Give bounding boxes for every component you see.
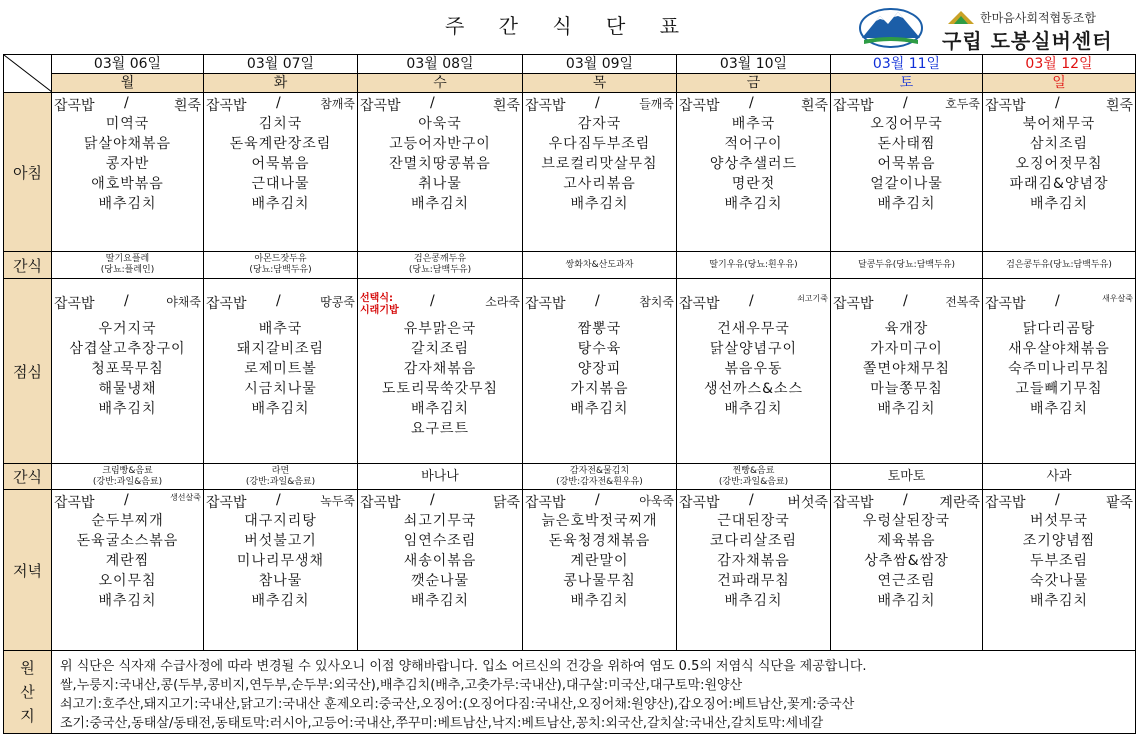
- center-name: 구립 도봉실버센터: [942, 29, 1113, 53]
- menu-item: 요구르트: [410, 421, 470, 437]
- menu-item: 고사리볶음: [563, 176, 636, 192]
- menu-item: 배추김치: [1029, 593, 1089, 609]
- organization-name: 한마음사회적협동조합: [980, 11, 1096, 25]
- date-row: [4, 55, 1136, 74]
- rice-text: 잡곡밥: [833, 98, 874, 114]
- snack-cell: 딸기우유(당뇨:흰우유): [677, 252, 831, 279]
- menu-item: 배추김치: [877, 401, 936, 417]
- rice-text: 잡곡밥: [360, 98, 401, 114]
- origin-label: 원 산 지: [4, 651, 52, 734]
- porridge-text: 소라죽: [485, 295, 520, 309]
- menu-item: 고들빼기무침: [1015, 381, 1103, 397]
- menu-item: 코다리살조림: [709, 533, 798, 549]
- menu-item: 계란찜: [105, 553, 150, 569]
- separator: /: [1055, 492, 1060, 508]
- porridge-text: 닭죽: [492, 495, 520, 511]
- porridge-text: 쇠고기죽: [797, 294, 828, 303]
- separator: /: [595, 293, 600, 309]
- date-cell: 03월 07일: [204, 55, 358, 74]
- notice-line: 조기:중국산,동태살/동태전,동태토막:러시아,고등어:국내산,쭈꾸미:베트남산,낙지:베트남산,꽁치:외국산,갈치살:국내산,갈치토막:세네갈: [60, 716, 824, 731]
- menu-item: 조기양념찜: [1022, 533, 1096, 549]
- menu-item: 배추김치: [98, 593, 157, 609]
- menu-item: 미역국: [105, 116, 150, 132]
- menu-item: 오징어무국: [870, 116, 943, 132]
- separator: /: [595, 95, 600, 111]
- separator: /: [903, 293, 908, 309]
- menu-item: 어묵볶음: [251, 156, 310, 172]
- date-cell: 03월 10일: [677, 55, 831, 74]
- menu-item: 미나리무생채: [236, 553, 325, 569]
- menu-item: 배추김치: [877, 196, 936, 212]
- porridge-text: 팥죽: [1105, 495, 1133, 511]
- porridge-text: 흰죽: [492, 98, 520, 114]
- menu-item: 돈육계란장조림: [229, 136, 332, 152]
- menu-item: 배추국: [731, 116, 776, 132]
- weekday-row: [4, 74, 1136, 93]
- menu-item: 닭다리곰탕: [1022, 321, 1096, 337]
- menu-item: 배추김치: [570, 593, 629, 609]
- snack2-label: 간식: [4, 464, 52, 490]
- porridge-text: 땅콩죽: [320, 295, 355, 309]
- dinner-cell: [983, 490, 1136, 651]
- menu-item: 새송이볶음: [403, 553, 477, 569]
- menu-item: 감자채볶음: [403, 361, 477, 377]
- menu-item: 삼치조림: [1029, 136, 1089, 152]
- lunch-label: 점심: [4, 279, 52, 464]
- dinner-cell: [523, 490, 677, 651]
- menu-item: 배추김치: [877, 593, 936, 609]
- rice-text: 잡곡밥: [206, 98, 247, 114]
- lunch-cell: [358, 279, 523, 464]
- snack-cell: 감자전&물김치 (강반:감자전&흰우유): [523, 464, 677, 490]
- menu-item: 배추김치: [98, 401, 157, 417]
- date-cell: 03월 06일: [52, 55, 204, 74]
- menu-item: 짬뽕국: [577, 321, 622, 337]
- weekday-cell: 월: [52, 74, 204, 93]
- breakfast-label: 아침: [4, 93, 52, 252]
- menu-item: 계란말이: [570, 553, 629, 569]
- menu-item: 콩자반: [105, 156, 150, 172]
- origin-row: [4, 651, 1136, 734]
- menu-item: 취나물: [418, 176, 462, 192]
- weekday-cell: 목: [523, 74, 677, 93]
- separator: /: [749, 492, 754, 508]
- weekday-cell: 일: [983, 74, 1136, 93]
- rice-porridge-line: [677, 93, 830, 114]
- rice-text: 잡곡밥: [833, 495, 874, 511]
- dinner-cell: [831, 490, 983, 651]
- menu-item: 우다짐두부조림: [548, 136, 651, 152]
- porridge-text: 계란죽: [939, 495, 980, 511]
- snack-cell: 검은콩두유(당뇨:담백두유): [983, 252, 1136, 279]
- menu-item: 숙주미나리무침: [1008, 361, 1110, 377]
- breakfast-cell: [204, 93, 358, 252]
- menu-item: 늙은호박젓국찌개: [541, 513, 658, 529]
- menu-item: 청포묵무침: [91, 361, 164, 377]
- separator: /: [430, 293, 435, 309]
- rice-text: 잡곡밥: [679, 296, 720, 312]
- menu-item: 배추김치: [410, 196, 470, 212]
- snack-cell: 토마토: [831, 464, 983, 490]
- rice-text: 잡곡밥: [206, 296, 247, 312]
- menu-item: 파래김&양념장: [1009, 176, 1109, 192]
- rice-text: 잡곡밥: [525, 495, 566, 511]
- rice-porridge-line: [983, 279, 1135, 319]
- porridge-text: 아욱죽: [639, 494, 674, 508]
- menu-item: 버섯무국: [1029, 513, 1089, 529]
- separator: /: [276, 492, 281, 508]
- lunch-cell: [52, 279, 204, 464]
- rice-porridge-line: [358, 93, 522, 114]
- separator: /: [903, 95, 908, 111]
- snack-cell: 쌍화차&산도과자: [523, 252, 677, 279]
- separator: /: [276, 293, 281, 309]
- menu-item: 배추김치: [724, 401, 783, 417]
- menu-item: 상추쌈&쌈장: [864, 553, 949, 569]
- dinner-cell: [358, 490, 523, 651]
- menu-item: 배추김치: [410, 401, 470, 417]
- separator: /: [749, 293, 754, 309]
- rice-text: 잡곡밥: [985, 98, 1026, 114]
- separator: /: [276, 95, 281, 111]
- weekly-menu-table: [3, 54, 1136, 734]
- notice-line: 쌀,누룽지:국내산,콩(두부,콩비지,연두부,순두부:외국산),배추김치(배추,고춧가루:국내산),대구살:미국산,대구토막:원양산: [60, 678, 743, 693]
- breakfast-row: [4, 93, 1136, 252]
- weekday-cell: 토: [831, 74, 983, 93]
- menu-item: 배추김치: [570, 401, 629, 417]
- menu-item: 삼겹살고추장구이: [69, 341, 186, 357]
- rice-porridge-line: [523, 490, 676, 511]
- menu-item: 오징어젓무침: [1015, 156, 1103, 172]
- menu-item: 깻순나물: [410, 573, 470, 589]
- menu-item: 어묵볶음: [877, 156, 936, 172]
- porridge-text: 버섯죽: [787, 495, 828, 511]
- porridge-text: 야채죽: [166, 295, 201, 309]
- origin-notice: [52, 651, 1136, 734]
- menu-item: 가지볶음: [570, 381, 629, 397]
- rice-text: 선택식: 시래기밥: [360, 293, 399, 316]
- rice-text: 잡곡밥: [679, 98, 720, 114]
- lunch-cell: [831, 279, 983, 464]
- rice-text: 잡곡밥: [525, 296, 566, 312]
- snack-cell: 검은콩깨두유 (당뇨:담백두유): [358, 252, 523, 279]
- lunch-cell: [523, 279, 677, 464]
- separator: /: [124, 492, 129, 508]
- menu-item: 배추김치: [251, 196, 310, 212]
- rice-porridge-line: [523, 93, 676, 114]
- menu-item: 우거지국: [98, 321, 157, 337]
- breakfast-cell: [677, 93, 831, 252]
- lunch-cell: [204, 279, 358, 464]
- rice-porridge-line: [677, 279, 830, 319]
- rice-text: 잡곡밥: [206, 495, 247, 511]
- menu-item: 우렁살된장국: [862, 513, 951, 529]
- lunch-row: [4, 279, 1136, 464]
- date-cell: 03월 12일: [983, 55, 1136, 74]
- menu-item: 생선까스&소스: [703, 381, 804, 397]
- separator: /: [749, 95, 754, 111]
- dinner-label: 저녁: [4, 490, 52, 651]
- menu-item: 감자채볶음: [717, 553, 790, 569]
- rice-porridge-line: [358, 279, 522, 319]
- menu-item: 갈치조림: [410, 341, 470, 357]
- menu-item: 배추김치: [251, 593, 310, 609]
- menu-item: 북어채무국: [1022, 116, 1096, 132]
- rice-porridge-line: [983, 93, 1135, 114]
- snack-cell: 달콩두유(당뇨:담백두유): [831, 252, 983, 279]
- menu-item: 얼갈이나물: [870, 176, 943, 192]
- menu-item: 배추김치: [98, 196, 157, 212]
- dinner-cell: [204, 490, 358, 651]
- menu-item: 감자국: [577, 116, 622, 132]
- menu-item: 볶음우동: [724, 361, 783, 377]
- porridge-text: 흰죽: [1105, 98, 1133, 114]
- separator: /: [595, 492, 600, 508]
- page-title: 주 간 식 단 표: [444, 14, 694, 38]
- rice-porridge-line: [831, 279, 982, 319]
- porridge-text: 참치죽: [639, 295, 674, 309]
- breakfast-cell: [52, 93, 204, 252]
- porridge-text: 들깨죽: [639, 97, 674, 111]
- breakfast-cell: [523, 93, 677, 252]
- snack-cell: 바나나: [358, 464, 523, 490]
- menu-item: 오이무침: [98, 573, 157, 589]
- rice-text: 잡곡밥: [985, 495, 1026, 511]
- menu-item: 두부조림: [1029, 553, 1089, 569]
- menu-item: 마늘쫑무침: [870, 381, 943, 397]
- menu-item: 브로컬리맛살무침: [541, 156, 658, 172]
- menu-item: 콩나물무침: [563, 573, 636, 589]
- rice-text: 잡곡밥: [985, 296, 1026, 312]
- porridge-text: 흰죽: [173, 98, 201, 114]
- breakfast-cell: [358, 93, 523, 252]
- porridge-text: 호두죽: [945, 97, 980, 111]
- menu-item: 닭살야채볶음: [83, 136, 172, 152]
- snack1-label: 간식: [4, 252, 52, 279]
- separator: /: [430, 492, 435, 508]
- weekday-cell: 수: [358, 74, 523, 93]
- rice-porridge-line: [204, 490, 357, 511]
- menu-item: 김치국: [258, 116, 303, 132]
- rice-porridge-line: [52, 279, 203, 319]
- rice-porridge-line: [52, 93, 203, 114]
- dinner-row: [4, 490, 1136, 651]
- date-cell: 03월 08일: [358, 55, 523, 74]
- menu-item: 양장피: [577, 361, 622, 377]
- rice-porridge-line: [831, 490, 982, 511]
- separator: /: [124, 95, 129, 111]
- menu-item: 애호박볶음: [91, 176, 164, 192]
- menu-item: 숙갓나물: [1029, 573, 1089, 589]
- menu-item: 시금치나물: [244, 381, 317, 397]
- rice-text: 잡곡밥: [525, 98, 566, 114]
- menu-item: 유부맑은국: [403, 321, 477, 337]
- menu-item: 명란젓: [731, 176, 776, 192]
- menu-item: 고등어자반구이: [389, 136, 491, 152]
- menu-item: 배추김치: [251, 401, 310, 417]
- porridge-text: 참깨죽: [320, 97, 355, 111]
- notice-line: 쇠고기:호주산,돼지고기:국내산,닭고기:국내산 훈제오리:중국산,오징어:(오징어다짐:국내산,오징어채:원양산),갑오징어:베트남산,꽃게:중국산: [60, 697, 855, 712]
- menu-item: 배추김치: [410, 593, 470, 609]
- porridge-text: 녹두죽: [320, 494, 355, 508]
- weekday-cell: 화: [204, 74, 358, 93]
- snack-cell: 라면 (강반:과일&음료): [204, 464, 358, 490]
- mountain-logo-icon: [858, 4, 924, 48]
- menu-item: 배추김치: [1029, 196, 1089, 212]
- rice-text: 잡곡밥: [54, 98, 95, 114]
- rice-porridge-line: [358, 490, 522, 511]
- menu-item: 배추김치: [724, 196, 783, 212]
- breakfast-cell: [983, 93, 1136, 252]
- rice-porridge-line: [831, 93, 982, 114]
- menu-item: 건파래무침: [717, 573, 790, 589]
- center-logo: [858, 4, 1133, 53]
- menu-item: 도토리묵쑥갓무침: [381, 381, 499, 397]
- snack-cell: 크림빵&음료 (강반:과일&음료): [52, 464, 204, 490]
- porridge-text: 전복죽: [945, 295, 980, 309]
- weekday-cell: 금: [677, 74, 831, 93]
- rice-text: 잡곡밥: [54, 495, 95, 511]
- notice-line: 위 식단은 식자재 수급사정에 따라 변경될 수 있사오니 이점 양해바랍니다. 입소 어르신의 건강을 위하여 염도 0.5의 저염식 식단을 제공합니다.: [60, 659, 867, 674]
- menu-item: 근대된장국: [717, 513, 790, 529]
- rice-porridge-line: [52, 490, 203, 511]
- rice-text: 잡곡밥: [360, 495, 401, 511]
- menu-item: 닭살양념구이: [709, 341, 798, 357]
- menu-item: 대구지리탕: [244, 513, 317, 529]
- separator: /: [430, 95, 435, 111]
- breakfast-cell: [831, 93, 983, 252]
- snack1-row: [4, 252, 1136, 279]
- menu-item: 적어구이: [724, 136, 783, 152]
- menu-item: 배추김치: [724, 593, 783, 609]
- separator: /: [124, 293, 129, 309]
- rice-porridge-line: [677, 490, 830, 511]
- rice-text: 잡곡밥: [54, 296, 95, 312]
- menu-item: 육개장: [884, 321, 929, 337]
- lunch-cell: [677, 279, 831, 464]
- rice-porridge-line: [204, 93, 357, 114]
- rice-porridge-line: [983, 490, 1135, 511]
- menu-item: 돈육굴소스볶음: [76, 533, 179, 549]
- menu-item: 연근조림: [877, 573, 936, 589]
- snack2-row: [4, 464, 1136, 490]
- date-cell: 03월 09일: [523, 55, 677, 74]
- cooperative-logo-icon: [946, 8, 976, 26]
- rice-porridge-line: [523, 279, 676, 319]
- menu-item: 쫄면야채무침: [862, 361, 951, 377]
- menu-item: 탕수육: [577, 341, 622, 357]
- menu-item: 아욱국: [418, 116, 462, 132]
- separator: /: [1055, 95, 1060, 111]
- rice-text: 잡곡밥: [833, 296, 874, 312]
- menu-item: 배추김치: [1029, 401, 1089, 417]
- diagonal-line-icon: [4, 55, 52, 92]
- snack-cell: 찐빵&음료 (강반:과일&음료): [677, 464, 831, 490]
- menu-item: 해물냉채: [98, 381, 157, 397]
- menu-item: 잔멸치땅콩볶음: [389, 156, 491, 172]
- menu-item: 새우살야채볶음: [1008, 341, 1110, 357]
- menu-item: 로제미트볼: [244, 361, 317, 377]
- snack-cell: 딸기요플레 (당뇨:플레인): [52, 252, 204, 279]
- menu-item: 참나물: [258, 573, 303, 589]
- menu-item: 순두부찌개: [91, 513, 164, 529]
- menu-item: 돈사태찜: [877, 136, 936, 152]
- menu-item: 임연수조림: [403, 533, 477, 549]
- separator: /: [1055, 293, 1060, 309]
- porridge-text: 새우살죽: [1102, 294, 1133, 303]
- menu-item: 배추국: [258, 321, 303, 337]
- menu-item: 근대나물: [251, 176, 310, 192]
- menu-item: 배추김치: [570, 196, 629, 212]
- dinner-cell: [52, 490, 204, 651]
- menu-item: 양상추샐러드: [709, 156, 798, 172]
- menu-item: 돼지갈비조림: [236, 341, 325, 357]
- dinner-cell: [677, 490, 831, 651]
- menu-item: 건새우무국: [717, 321, 790, 337]
- menu-item: 가자미구이: [870, 341, 943, 357]
- separator: /: [903, 492, 908, 508]
- rice-porridge-line: [204, 279, 357, 319]
- porridge-text: 생선살죽: [170, 493, 201, 502]
- menu-item: 쇠고기무국: [403, 513, 477, 529]
- lunch-cell: [983, 279, 1136, 464]
- menu-item: 돈육청경채볶음: [548, 533, 651, 549]
- snack-cell: 사과: [983, 464, 1136, 490]
- porridge-text: 흰죽: [800, 98, 828, 114]
- date-cell: 03월 11일: [831, 55, 983, 74]
- rice-text: 잡곡밥: [679, 495, 720, 511]
- menu-item: 버섯불고기: [244, 533, 317, 549]
- snack-cell: 아몬드잣두유 (당뇨:담백두유): [204, 252, 358, 279]
- menu-item: 제육볶음: [877, 533, 936, 549]
- header-corner: [4, 55, 52, 93]
